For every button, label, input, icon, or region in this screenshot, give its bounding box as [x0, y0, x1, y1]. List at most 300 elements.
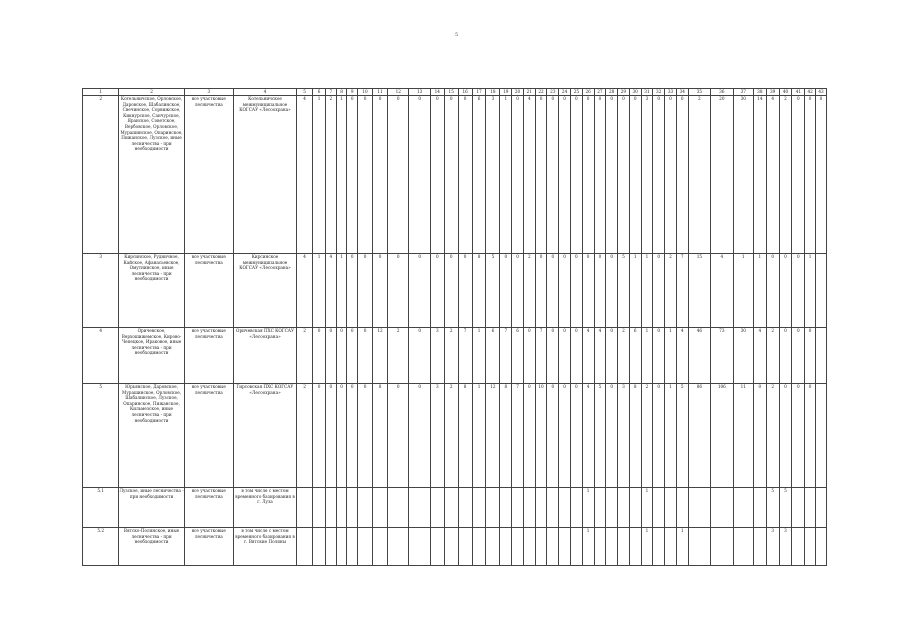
value-cell — [458, 488, 472, 528]
value-cell: 4 — [297, 254, 313, 328]
unit-cell: в том числе с местом временного базирования в г. Вятские Поляны — [233, 528, 296, 566]
value-cell: 0 — [582, 96, 594, 254]
value-cell: 0 — [805, 384, 816, 488]
value-cell: 0 — [606, 384, 618, 488]
header-cell: 21 — [523, 89, 535, 96]
value-cell: 0 — [606, 328, 618, 384]
table-row — [83, 328, 827, 384]
value-cell — [500, 528, 512, 566]
value-cell: 2 — [444, 328, 458, 384]
value-cell: 5 — [618, 254, 630, 328]
value-cell: 2 — [766, 328, 779, 384]
value-cell: 0 — [653, 254, 665, 328]
value-cell — [618, 528, 630, 566]
value-cell: 7 — [500, 328, 512, 384]
header-cell: 17 — [472, 89, 486, 96]
value-cell — [336, 488, 347, 528]
row-number-cell: 2 — [83, 96, 119, 254]
value-cell: 0 — [523, 384, 535, 488]
value-cell: 0 — [535, 254, 547, 328]
value-cell — [805, 528, 816, 566]
table-row — [83, 254, 827, 328]
value-cell: 0 — [336, 328, 347, 384]
value-cell — [570, 488, 582, 528]
value-cell: 0 — [358, 328, 373, 384]
value-cell: 2 — [325, 96, 336, 254]
value-cell: 0 — [559, 384, 571, 488]
value-cell: 10 — [535, 384, 547, 488]
value-cell: 2 — [641, 384, 653, 488]
value-cell: 6 — [472, 96, 486, 254]
territory-cell: Юрьянское, Даровское, Мурашинское, Орловское, Шабалинское, Лузское, Опаринское, Пижанское, Кильмезское, иные лесничества - при необходимости — [119, 384, 184, 488]
unit-cell: в том числе с местом временного базирования в г. Луза — [233, 488, 296, 528]
header-cell: 25 — [570, 89, 582, 96]
value-cell — [444, 488, 458, 528]
value-cell: 0 — [676, 96, 688, 254]
value-cell: 0 — [388, 384, 409, 488]
value-cell: 1 — [472, 384, 486, 488]
territory-cell: Котельничское, Орловское, Даровское, Шабалинское, Свечинское, Сорвижское, Кикнурское, Санчурское, Яранское, Советское, Вербовское, Орловское, Мурашинское, Опаринское, Пижанское, Лузское, иные лесничества - при необходимости — [119, 96, 184, 254]
territory-cell: Лузское, иные лесничества - при необходимости — [119, 488, 184, 528]
header-cell: 5 — [297, 89, 313, 96]
value-cell: 1 — [753, 254, 766, 328]
value-cell — [753, 528, 766, 566]
value-cell — [629, 528, 641, 566]
value-cell — [629, 488, 641, 528]
value-cell: 0 — [547, 96, 559, 254]
value-cell — [618, 488, 630, 528]
value-cell — [676, 488, 688, 528]
header-cell: 23 — [547, 89, 559, 96]
value-cell: 5 — [779, 488, 792, 528]
header-cell: 31 — [641, 89, 653, 96]
unit-cell: Котельничское межмуниципальное КОГСАУ «Лесоохрана» — [233, 96, 296, 254]
table-row — [83, 96, 827, 254]
value-cell — [388, 488, 409, 528]
table-row — [83, 488, 827, 528]
value-cell: 5 — [676, 384, 688, 488]
header-cell: 27 — [594, 89, 606, 96]
value-cell: 1 — [472, 328, 486, 384]
header-cell: 1 — [83, 89, 119, 96]
value-cell: 12 — [373, 328, 388, 384]
value-cell: 0 — [779, 328, 792, 384]
row-number-cell: 5 — [83, 384, 119, 488]
value-cell: 0 — [523, 328, 535, 384]
value-cell: 2 — [618, 328, 630, 384]
value-cell — [523, 488, 535, 528]
value-cell: 0 — [388, 254, 409, 328]
value-cell: 0 — [629, 96, 641, 254]
value-cell: 0 — [409, 254, 430, 328]
value-cell — [409, 528, 430, 566]
scope-cell: все участковые лесничества — [184, 328, 233, 384]
value-cell — [336, 528, 347, 566]
value-cell: 7 — [512, 384, 524, 488]
value-cell: 4 — [582, 384, 594, 488]
value-cell: 0 — [594, 96, 606, 254]
value-cell — [472, 488, 486, 528]
value-cell: 0 — [347, 328, 358, 384]
value-cell: 0 — [444, 96, 458, 254]
table-row — [83, 528, 827, 566]
value-cell: 1 — [313, 254, 326, 328]
territory-cell: Оричевское, Верхошижемское, Кирово-Чепецкое, Ираковое, иные лесничества - при необходимости — [119, 328, 184, 384]
value-cell: 1 — [665, 384, 677, 488]
value-cell: 4 — [766, 96, 779, 254]
value-cell — [388, 528, 409, 566]
value-cell: 106 — [711, 384, 733, 488]
value-cell: 0 — [512, 254, 524, 328]
value-cell: 8 — [472, 254, 486, 328]
value-cell: 0 — [358, 96, 373, 254]
value-cell: 6 — [629, 328, 641, 384]
value-cell — [559, 528, 571, 566]
page-number: 5 — [455, 32, 459, 38]
header-cell: 40 — [779, 89, 792, 96]
value-cell: 0 — [559, 254, 571, 328]
value-cell: 0 — [458, 96, 472, 254]
value-cell: 1 — [500, 96, 512, 254]
value-cell: 4 — [297, 96, 313, 254]
header-cell: 34 — [676, 89, 688, 96]
value-cell — [458, 528, 472, 566]
scope-cell: все участковые лесничества — [184, 384, 233, 488]
value-cell: 12 — [486, 384, 500, 488]
value-cell: 0 — [792, 254, 805, 328]
value-cell: 0 — [547, 384, 559, 488]
value-cell: 3 — [618, 384, 630, 488]
value-cell — [313, 488, 326, 528]
value-cell — [606, 488, 618, 528]
value-cell: 0 — [570, 96, 582, 254]
value-cell: 4 — [594, 328, 606, 384]
value-cell: 30 — [733, 96, 753, 254]
value-cell — [815, 488, 826, 528]
value-cell: 0 — [792, 328, 805, 384]
value-cell: 1 — [805, 254, 816, 328]
value-cell: 46 — [688, 328, 710, 384]
value-cell — [297, 528, 313, 566]
unit-cell: Кирсинское межмуниципальное КОГСАУ «Лесоохрана» — [233, 254, 296, 328]
value-cell — [358, 488, 373, 528]
value-cell: 14 — [753, 96, 766, 254]
value-cell: 0 — [409, 328, 430, 384]
data-table — [82, 88, 827, 566]
value-cell — [409, 488, 430, 528]
value-cell: 3 — [641, 96, 653, 254]
header-cell: 32 — [653, 89, 665, 96]
value-cell: 30 — [733, 328, 753, 384]
value-cell — [325, 528, 336, 566]
value-cell: 0 — [325, 384, 336, 488]
scope-cell: все участковые лесничества — [184, 528, 233, 566]
value-cell: 2 — [388, 328, 409, 384]
header-cell: 9 — [347, 89, 358, 96]
value-cell: 0 — [805, 328, 816, 384]
value-cell — [688, 528, 710, 566]
value-cell — [347, 488, 358, 528]
value-cell: 2 — [766, 384, 779, 488]
value-cell: 1 — [336, 254, 347, 328]
value-cell — [733, 488, 753, 528]
value-cell — [753, 488, 766, 528]
value-cell — [486, 528, 500, 566]
territory-cell: Кирсинское, Рудничное, Кайское, Афанасьевское, Омутнинское, иные лесничества - при необходимости — [119, 254, 184, 328]
value-cell — [472, 528, 486, 566]
value-cell — [688, 488, 710, 528]
value-cell — [347, 528, 358, 566]
value-cell: 2 — [688, 96, 710, 254]
value-cell — [570, 528, 582, 566]
value-cell — [500, 488, 512, 528]
value-cell: 0 — [570, 328, 582, 384]
value-cell: 20 — [711, 96, 733, 254]
value-cell: 0 — [430, 96, 444, 254]
value-cell: 2 — [297, 328, 313, 384]
header-cell: 4 — [233, 89, 296, 96]
value-cell: 3 — [486, 96, 500, 254]
scope-cell: все участковые лесничества — [184, 254, 233, 328]
value-cell — [512, 528, 524, 566]
value-cell — [792, 528, 805, 566]
territory-cell: Вятско-Полянское, иные лесничества - при необходимости — [119, 528, 184, 566]
value-cell — [444, 528, 458, 566]
value-cell: 3 — [779, 528, 792, 566]
value-cell — [815, 384, 826, 488]
header-cell: 16 — [458, 89, 472, 96]
value-cell — [535, 488, 547, 528]
value-cell: 1 — [733, 254, 753, 328]
value-cell — [559, 488, 571, 528]
header-cell: 12 — [388, 89, 409, 96]
value-cell — [653, 528, 665, 566]
header-cell: 15 — [444, 89, 458, 96]
value-cell — [815, 528, 826, 566]
value-cell: 0 — [547, 254, 559, 328]
header-cell: 30 — [629, 89, 641, 96]
header-cell: 18 — [486, 89, 500, 96]
value-cell: 5 — [594, 384, 606, 488]
header-cell: 19 — [500, 89, 512, 96]
header-cell: 10 — [358, 89, 373, 96]
value-cell — [535, 528, 547, 566]
value-cell: 4 — [711, 254, 733, 328]
value-cell: 3 — [430, 328, 444, 384]
header-cell: 6 — [313, 89, 326, 96]
header-cell: 3 — [184, 89, 233, 96]
value-cell: 0 — [458, 254, 472, 328]
value-cell: 4 — [676, 328, 688, 384]
value-cell: 1 — [582, 528, 594, 566]
value-cell: 0 — [347, 254, 358, 328]
value-cell: 0 — [805, 96, 816, 254]
value-cell: 0 — [430, 254, 444, 328]
header-cell: 43 — [815, 89, 826, 96]
value-cell: 0 — [594, 254, 606, 328]
value-cell: 1 — [313, 96, 326, 254]
value-cell: 7 — [458, 328, 472, 384]
value-cell: 4 — [753, 328, 766, 384]
row-number-cell: 3 — [83, 254, 119, 328]
value-cell: 2 — [779, 96, 792, 254]
value-cell: 3 — [430, 384, 444, 488]
unit-cell: Гирсовская ПХС КОГСАУ «Лесоохрана» — [233, 384, 296, 488]
value-cell: 15 — [688, 254, 710, 328]
value-cell — [594, 528, 606, 566]
value-cell: 3 — [766, 528, 779, 566]
header-cell: 13 — [409, 89, 430, 96]
value-cell — [711, 528, 733, 566]
value-cell: 8 — [500, 384, 512, 488]
value-cell — [711, 488, 733, 528]
value-cell: 0 — [547, 328, 559, 384]
value-cell: 0 — [766, 254, 779, 328]
header-row — [83, 89, 827, 96]
value-cell: 0 — [325, 328, 336, 384]
value-cell: 2 — [297, 384, 313, 488]
value-cell: 1 — [336, 96, 347, 254]
value-cell: 0 — [373, 254, 388, 328]
value-cell: 0 — [358, 254, 373, 328]
value-cell — [373, 488, 388, 528]
row-number-cell: 5.2 — [83, 528, 119, 566]
header-cell: 14 — [430, 89, 444, 96]
value-cell: 0 — [347, 384, 358, 488]
value-cell — [606, 528, 618, 566]
value-cell: 11 — [733, 384, 753, 488]
value-cell: 0 — [409, 96, 430, 254]
value-cell: 0 — [606, 96, 618, 254]
value-cell: 1 — [676, 528, 688, 566]
table-row — [83, 384, 827, 488]
value-cell: 0 — [653, 328, 665, 384]
header-cell: 2 — [119, 89, 184, 96]
unit-cell: Оричевская ПХС КОГСАУ «Лесоохрана» — [233, 328, 296, 384]
value-cell: 0 — [792, 384, 805, 488]
header-cell: 33 — [665, 89, 677, 96]
header-cell: 36 — [711, 89, 733, 96]
value-cell: 0 — [792, 96, 805, 254]
value-cell — [523, 528, 535, 566]
header-cell: 42 — [805, 89, 816, 96]
value-cell — [805, 488, 816, 528]
value-cell: 8 — [373, 384, 388, 488]
value-cell: 0 — [618, 96, 630, 254]
value-cell: 4 — [582, 328, 594, 384]
value-cell: 0 — [373, 96, 388, 254]
value-cell: 0 — [358, 384, 373, 488]
value-cell: 0 — [653, 96, 665, 254]
value-cell: 0 — [753, 384, 766, 488]
value-cell — [512, 488, 524, 528]
value-cell: 6 — [512, 328, 524, 384]
value-cell: 0 — [779, 384, 792, 488]
value-cell — [486, 488, 500, 528]
value-cell — [373, 528, 388, 566]
value-cell: 0 — [336, 384, 347, 488]
value-cell: 73 — [711, 328, 733, 384]
header-cell: 37 — [733, 89, 753, 96]
value-cell: 86 — [688, 384, 710, 488]
value-cell: 0 — [559, 328, 571, 384]
header-cell: 29 — [618, 89, 630, 96]
header-cell: 22 — [535, 89, 547, 96]
header-cell: 38 — [753, 89, 766, 96]
value-cell: 8 — [458, 384, 472, 488]
value-cell: 6 — [486, 328, 500, 384]
value-cell: 0 — [444, 254, 458, 328]
value-cell: 0 — [559, 96, 571, 254]
value-cell: 1 — [641, 528, 653, 566]
header-cell: 7 — [325, 89, 336, 96]
value-cell: 0 — [313, 384, 326, 488]
header-cell: 11 — [373, 89, 388, 96]
value-cell — [547, 488, 559, 528]
value-cell: 0 — [409, 384, 430, 488]
value-cell: 0 — [606, 254, 618, 328]
value-cell: 0 — [815, 96, 826, 254]
value-cell: 5 — [486, 254, 500, 328]
header-cell: 41 — [792, 89, 805, 96]
value-cell — [547, 528, 559, 566]
value-cell — [653, 488, 665, 528]
value-cell: 0 — [570, 384, 582, 488]
header-cell: 24 — [559, 89, 571, 96]
row-number-cell: 4 — [83, 328, 119, 384]
value-cell — [665, 488, 677, 528]
value-cell: 0 — [779, 254, 792, 328]
value-cell: 2 — [444, 384, 458, 488]
value-cell: 8 — [629, 384, 641, 488]
value-cell: 0 — [665, 96, 677, 254]
value-cell: 5 — [766, 488, 779, 528]
value-cell: 7 — [676, 254, 688, 328]
row-number-cell: 5.1 — [83, 488, 119, 528]
value-cell: 1 — [665, 328, 677, 384]
header-cell: 20 — [512, 89, 524, 96]
header-cell: 8 — [336, 89, 347, 96]
value-cell: 0 — [653, 384, 665, 488]
scope-cell: все участковые лесничества — [184, 96, 233, 254]
value-cell: 1 — [641, 328, 653, 384]
value-cell: 1 — [641, 254, 653, 328]
value-cell — [430, 488, 444, 528]
value-cell — [665, 528, 677, 566]
value-cell — [358, 528, 373, 566]
value-cell — [313, 528, 326, 566]
value-cell — [815, 328, 826, 384]
value-cell: 7 — [535, 328, 547, 384]
value-cell: 0 — [347, 96, 358, 254]
header-cell: 28 — [606, 89, 618, 96]
value-cell: 1 — [582, 488, 594, 528]
value-cell — [594, 488, 606, 528]
value-cell: 2 — [523, 254, 535, 328]
header-cell: 26 — [582, 89, 594, 96]
header-cell: 35 — [688, 89, 710, 96]
value-cell: 0 — [500, 254, 512, 328]
value-cell: 0 — [388, 96, 409, 254]
value-cell: 1 — [629, 254, 641, 328]
header-cell: 39 — [766, 89, 779, 96]
value-cell — [792, 488, 805, 528]
value-cell: 1 — [641, 488, 653, 528]
value-cell — [325, 488, 336, 528]
value-cell: 0 — [570, 254, 582, 328]
value-cell — [297, 488, 313, 528]
value-cell: 4 — [523, 96, 535, 254]
